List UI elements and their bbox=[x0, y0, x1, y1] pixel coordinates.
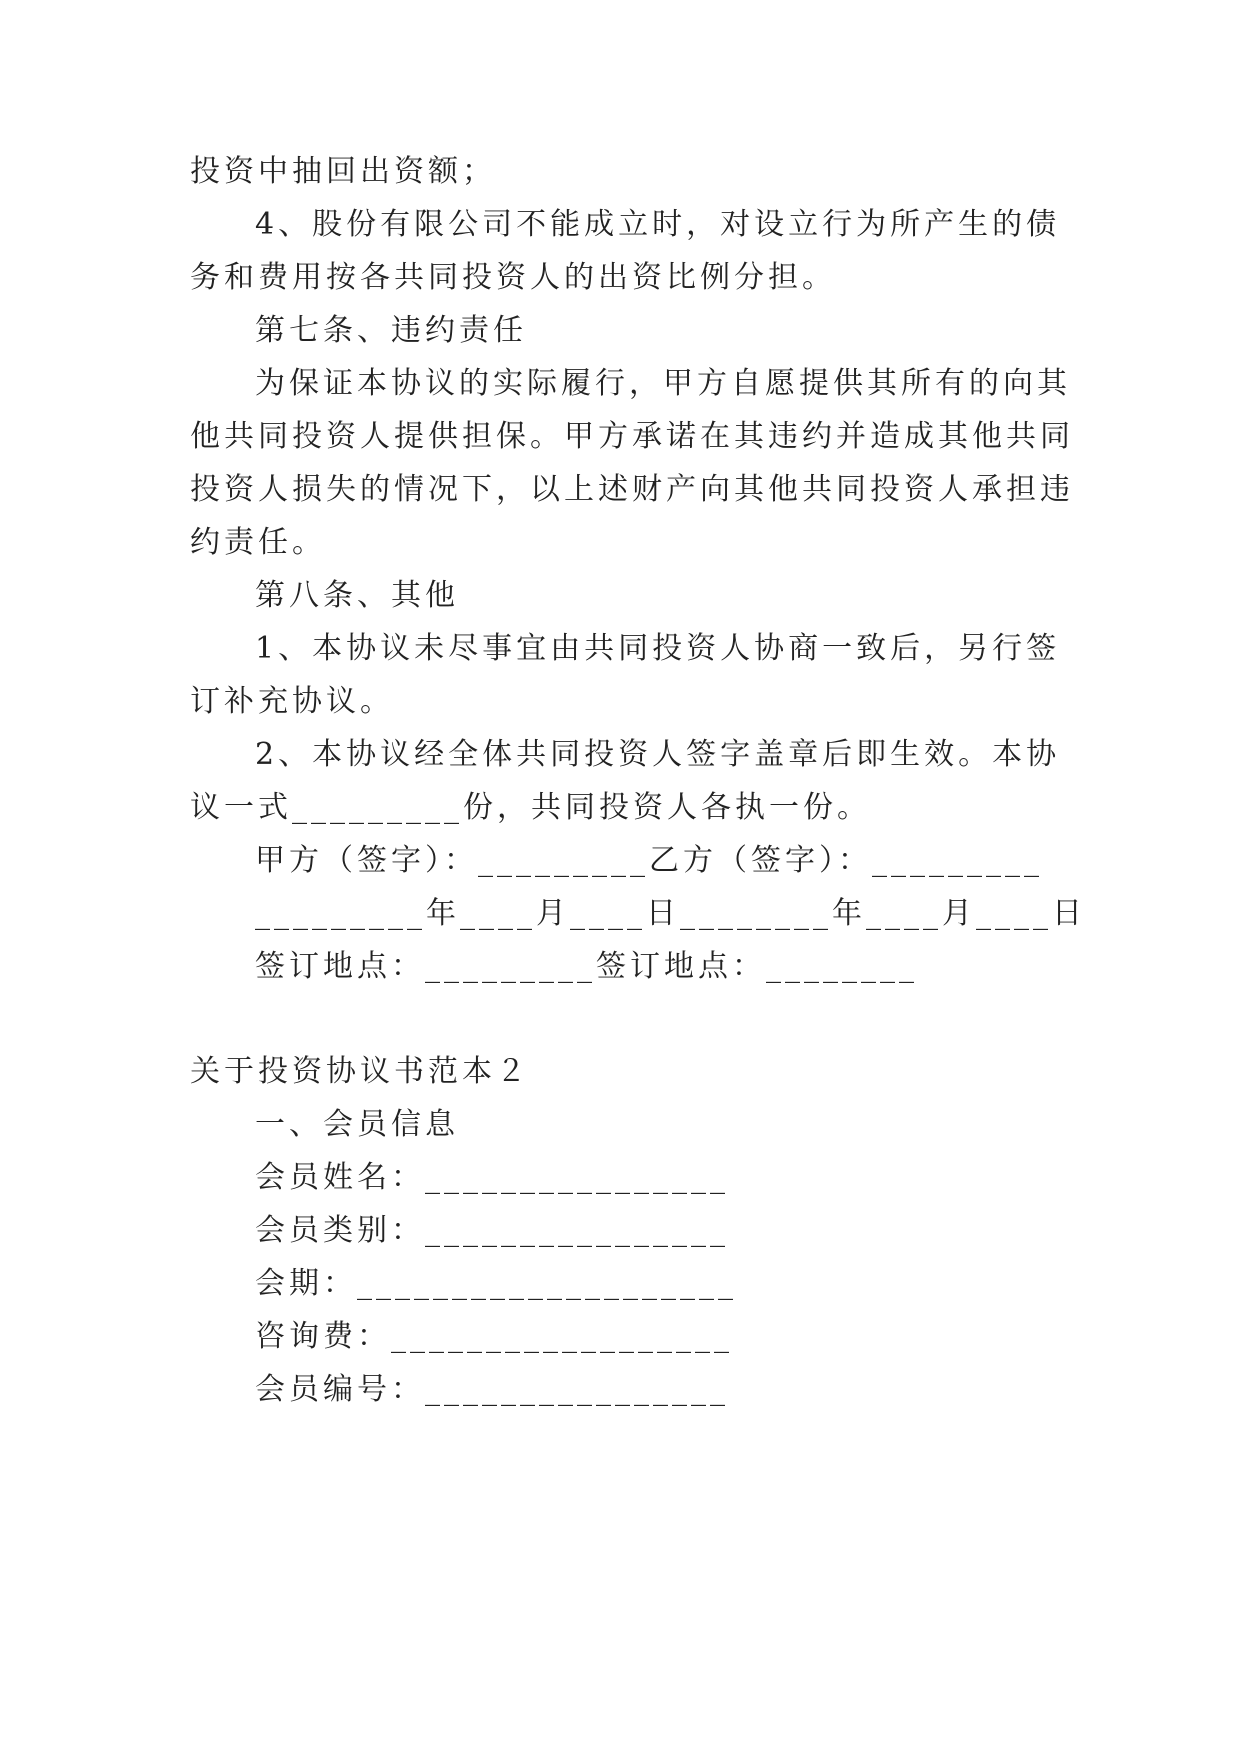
member-category-field: 会员类别：________________ bbox=[255, 1213, 729, 1248]
member-number-field: 会员编号：________________ bbox=[255, 1372, 729, 1407]
consulting-fee-field: 咨询费：__________________ bbox=[255, 1319, 733, 1354]
article-8-heading: 第八条、其他 bbox=[255, 578, 459, 613]
article-8-item-2-line-2: 议一式_________份，共同投资人各执一份。 bbox=[190, 790, 871, 825]
clause-4-line-1: 4、股份有限公司不能成立时，对设立行为所产生的债 bbox=[255, 207, 1061, 242]
section-title: 关于投资协议书范本２ bbox=[190, 1054, 530, 1089]
article-7-line-2: 他共同投资人提供担保。甲方承诺在其违约并造成其他共同 bbox=[190, 419, 1074, 454]
article-7-line-3: 投资人损失的情况下，以上述财产向其他共同投资人承担违 bbox=[190, 472, 1074, 507]
member-info-heading: 一、会员信息 bbox=[255, 1107, 459, 1142]
date-line: _________年____月____日________年____月____日 bbox=[255, 896, 1086, 931]
clause-4-line-2: 务和费用按各共同投资人的出资比例分担。 bbox=[190, 260, 836, 295]
signing-place-line: 签订地点：_________签订地点：________ bbox=[255, 949, 918, 984]
member-term-field: 会期：____________________ bbox=[255, 1266, 737, 1301]
article-7-line-1: 为保证本协议的实际履行，甲方自愿提供其所有的向其 bbox=[255, 366, 1071, 401]
signature-line: 甲方（签字）：_________乙方（签字）：_________ bbox=[255, 843, 1043, 878]
article-8-item-1-line-1: 1、本协议未尽事宜由共同投资人协商一致后，另行签 bbox=[255, 631, 1061, 666]
article-7-line-4: 约责任。 bbox=[190, 525, 326, 560]
member-name-field: 会员姓名：________________ bbox=[255, 1160, 729, 1195]
text-line: 投资中抽回出资额； bbox=[190, 154, 496, 189]
article-8-item-2-line-1: 2、本协议经全体共同投资人签字盖章后即生效。本协 bbox=[255, 737, 1061, 772]
article-7-heading: 第七条、违约责任 bbox=[255, 313, 527, 348]
article-8-item-1-line-2: 订补充协议。 bbox=[190, 684, 394, 719]
